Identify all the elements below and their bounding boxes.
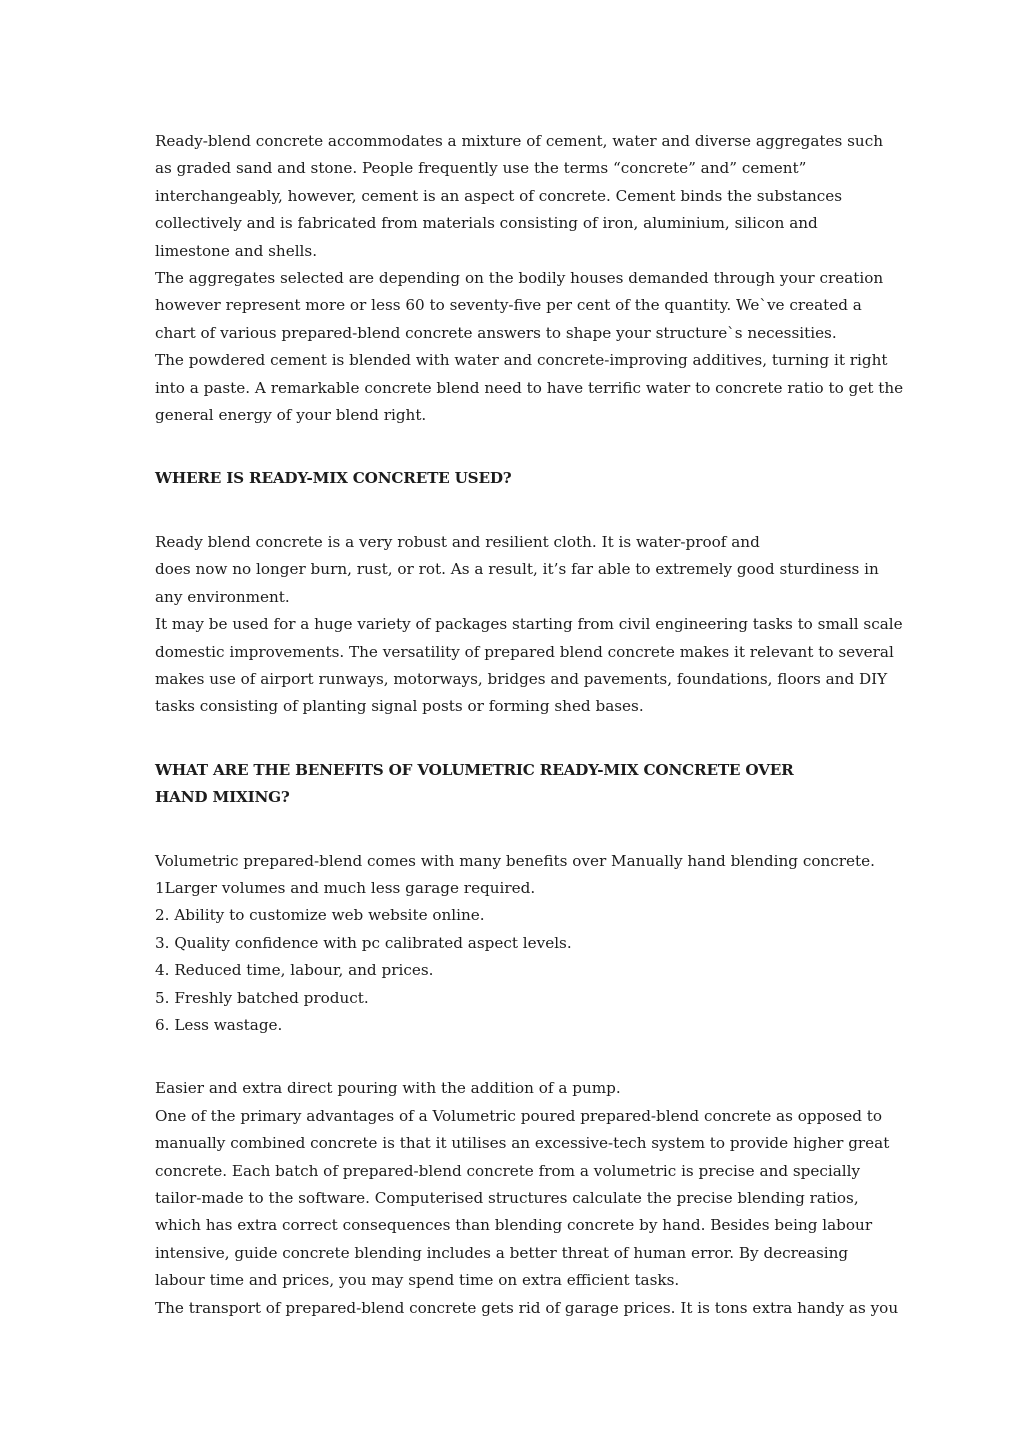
paragraph-gap bbox=[155, 1039, 875, 1075]
text-line: The transport of prepared-blend concrete gets rid of garage prices. It is tons extra handy as you bbox=[155, 1298, 899, 1317]
paragraph-gap bbox=[155, 812, 875, 848]
text-line: collectively and is fabricated from materials consisting of iron, aluminium, silicon and bbox=[155, 214, 818, 233]
list-item: 1Larger volumes and much less garage required. bbox=[155, 878, 536, 897]
heading-line: HAND MIXING? bbox=[155, 788, 290, 807]
text-line: chart of various prepared-blend concrete answers to shape your structure`s necessities. bbox=[155, 323, 837, 342]
text-line: limestone and shells. bbox=[155, 241, 318, 260]
section-heading-benefits bbox=[155, 757, 875, 812]
text-line: into a paste. A remarkable concrete blend need to have terrific water to concrete ratio to get the bbox=[155, 378, 904, 397]
document-page bbox=[155, 128, 904, 1322]
list-item: 2. Ability to customize web website online. bbox=[155, 906, 485, 925]
text-line: any environment. bbox=[155, 587, 290, 606]
list-item: 3. Quality confidence with pc calibrated aspect levels. bbox=[155, 933, 572, 952]
paragraph-gap bbox=[155, 721, 875, 757]
section-3-paragraphs bbox=[155, 1075, 899, 1322]
text-line: labour time and prices, you may spend time on extra efficient tasks. bbox=[155, 1271, 680, 1290]
text-line: Easier and extra direct pouring with the addition of a pump. bbox=[155, 1079, 621, 1098]
paragraph-gap bbox=[155, 493, 875, 529]
text-line: makes use of airport runways, motorways, bridges and pavements, foundations, floors and DIY bbox=[155, 669, 888, 688]
text-line: general energy of your blend right. bbox=[155, 406, 427, 425]
text-line: however represent more or less 60 to seventy-five per cent of the quantity. We`ve created a bbox=[155, 296, 862, 315]
text-line: interchangeably, however, cement is an aspect of concrete. Cement binds the substances bbox=[155, 186, 843, 205]
text-line: concrete. Each batch of prepared-blend concrete from a volumetric is precise and specially bbox=[155, 1161, 861, 1180]
text-line: Volumetric prepared-blend comes with many benefits over Manually hand blending concrete. bbox=[155, 851, 875, 870]
section-heading-ready-mix-uses: WHERE IS READY-MIX CONCRETE USED? bbox=[155, 469, 512, 488]
text-line: domestic improvements. The versatility of prepared blend concrete makes it relevant to several bbox=[155, 642, 894, 661]
text-line: as graded sand and stone. People frequently use the terms “concrete” and” cement” bbox=[155, 159, 807, 178]
text-line: Ready-blend concrete accommodates a mixture of cement, water and diverse aggregates such bbox=[155, 132, 883, 150]
text-line: Ready blend concrete is a very robust and resilient cloth. It is water-proof and bbox=[155, 532, 760, 551]
list-item: 4. Reduced time, labour, and prices. bbox=[155, 961, 434, 980]
list-item: 5. Freshly batched product. bbox=[155, 988, 369, 1007]
intro-paragraphs bbox=[155, 128, 904, 429]
paragraph-gap bbox=[155, 429, 875, 465]
text-line: tasks consisting of planting signal posts or forming shed bases. bbox=[155, 697, 644, 716]
section-1-paragraphs bbox=[155, 529, 903, 721]
text-line: tailor-made to the software. Computerised structures calculate the precise blending ratios, bbox=[155, 1189, 859, 1207]
text-line: The powdered cement is blended with water and concrete-improving additives, turning it right bbox=[155, 351, 888, 370]
text-line: It may be used for a huge variety of packages starting from civil engineering tasks to small scale bbox=[155, 615, 903, 634]
text-line: The aggregates selected are depending on the bodily houses demanded through your creation bbox=[155, 269, 884, 288]
text-line: manually combined concrete is that it utilises an excessive-tech system to provide higher great bbox=[155, 1134, 890, 1153]
text-line: One of the primary advantages of a Volumetric poured prepared-blend concrete as opposed to bbox=[155, 1106, 883, 1125]
heading-line: WHAT ARE THE BENEFITS OF VOLUMETRIC READY-MIX CONCRETE OVER bbox=[155, 760, 794, 779]
text-line: intensive, guide concrete blending includes a better threat of human error. By decreasing bbox=[155, 1243, 849, 1262]
list-item: 6. Less wastage. bbox=[155, 1015, 283, 1034]
text-line: which has extra correct consequences than blending concrete by hand. Besides being labour bbox=[155, 1216, 873, 1235]
text-line: does now no longer burn, rust, or rot. As a result, it’s far able to extremely good sturdiness in bbox=[155, 560, 879, 579]
benefits-list bbox=[155, 848, 875, 1040]
